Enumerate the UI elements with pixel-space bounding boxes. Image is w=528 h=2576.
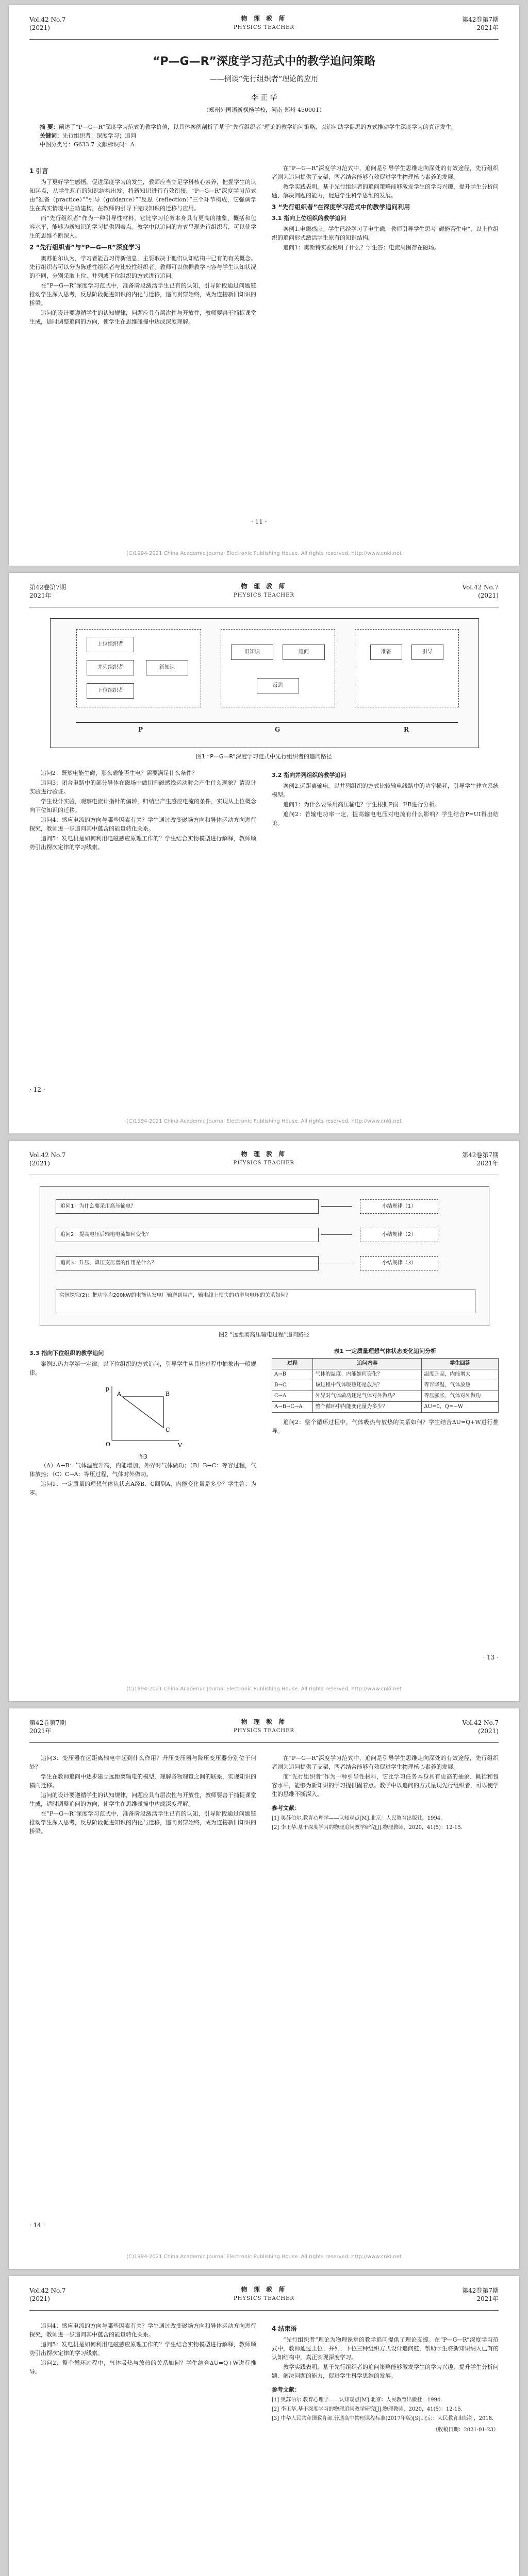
fig1-box: 追问 xyxy=(283,645,325,660)
paragraph: 追问2：既然电能生磁，那么磁能否生电？需要满足什么条件？ xyxy=(41,770,197,776)
reference-item: [2] 李正华.基于深度学习的物理追问教学研究[J].物理教师，2020，41(5)：12-15. xyxy=(272,1825,463,1831)
fig3-origin: O xyxy=(106,1441,111,1448)
header-journal-cn: 物 理 教 师 xyxy=(241,1150,287,1158)
table-row xyxy=(272,1391,499,1402)
paragraph: “先行组织者”理论为物理课堂的教学追问提供了理论支撑。在“P—G—R”深度学习范式中，教师通过上位、并列、下位三种组织方式设计追问链，帮助学生将新知识纳入已有的认知结构中，真正实现深度学习。 xyxy=(272,2336,499,2361)
table-1-caption: 表1 一定质量理想气体状态变化追问分析 xyxy=(334,1348,437,1354)
figure-3 xyxy=(102,1381,184,1448)
header-journal-cn: 物 理 教 师 xyxy=(241,1718,287,1725)
paragraph: 学生设计实验，观察电流计指针的偏转，归纳出产生感应电流的条件，实现从上位概念向下位知识的迁移。 xyxy=(29,798,256,814)
column-left xyxy=(29,769,256,853)
copyright-line: (C)1994-2021 China Academic Journal Electronic Publishing House. All rights reserved. http://www.cnki.net xyxy=(126,1118,402,1124)
fig2-arrow-line xyxy=(321,1206,352,1207)
column-right xyxy=(272,769,499,828)
header-year-cn: 2021年 xyxy=(29,592,52,599)
figure-2 xyxy=(40,1186,489,1326)
abstract-label: 摘 要： xyxy=(40,124,59,130)
paragraph: 学生在教师追问中逐步建立远距离输电的模型，理解各物理量之间的联系，实现知识的横向迁移。 xyxy=(29,1773,256,1789)
subsection-heading: 3.1 指向上位组织的教学追问 xyxy=(272,215,346,222)
table-cell: 整个循环中内能变化量为多少？ xyxy=(313,1402,422,1413)
paragraph: 追问1：奥斯特实验说明了什么？学生答：电流周围存在磁场。 xyxy=(283,244,440,251)
page-number: · 12 · xyxy=(29,1086,45,1093)
copyright-line: (C)1994-2021 China Academic Journal Electronic Publishing House. All rights reserved. http://www.cnki.net xyxy=(126,1686,402,1692)
table-row xyxy=(272,1380,499,1391)
table-cell: ΔU=0，Q=−W xyxy=(422,1402,499,1413)
table-cell: A→B→C→A xyxy=(272,1402,313,1413)
header-journal-en: PHYSICS TEACHER xyxy=(234,1728,294,1734)
references-label: 参考文献： xyxy=(272,1805,300,1811)
column-left xyxy=(29,1347,256,1498)
paragraph: 在“P—G—R”深度学习范式中，准备阶段激活学生已有的认知，引导阶段通过问题链推动学生深入思考，反思阶段促进知识的内化与迁移，追问贯穿始终，成为连接新旧知识的桥梁。 xyxy=(29,282,256,307)
column-right xyxy=(272,2321,499,2434)
table-cell: B→C xyxy=(272,1380,313,1391)
paragraph: 案例3.热力学第一定律。以下位组织的方式追问，引导学生从具体过程中抽象出一般规律。 xyxy=(29,1361,256,1376)
header-issue: 第42卷第7期 xyxy=(29,584,66,591)
header-vol: Vol.42 No.7 xyxy=(462,1719,499,1726)
paragraph: 追问2：若输电功率一定，提高输电电压对电流有什么影响？学生结合P=UI得出结论。 xyxy=(272,811,499,826)
paragraph: 追问3：闭合电路中的部分导体在磁场中做切割磁感线运动时会产生什么现象？请设计实验进行验证。 xyxy=(29,779,256,795)
reference-item: [2] 李正华.基于深度学习的物理追问教学研究[J].物理教师，2020，41(5)：12-15. xyxy=(272,2406,463,2412)
header-issue: 第42卷第7期 xyxy=(462,16,499,23)
table-cell: 气体的温度、内能如何变化？ xyxy=(313,1369,422,1380)
table-cell: 等压膨胀，气体对外做功 xyxy=(422,1391,499,1402)
table-header-cell: 追问内容 xyxy=(313,1359,422,1369)
page-1 xyxy=(9,5,519,566)
column-left xyxy=(29,1754,256,1837)
paragraph: 在“P—G—R”深度学习范式中，准备阶段激活学生已有的认知，引导阶段通过问题链推动学生深入思考，反思阶段促进知识的内化与迁移，追问贯穿始终，成为连接新旧知识的桥梁。 xyxy=(29,1810,256,1835)
header-journal-cn: 物 理 教 师 xyxy=(241,2286,287,2293)
column-right xyxy=(272,164,499,253)
header-year: (2021) xyxy=(29,24,50,31)
table-cell: 该过程中气体吸热还是放热？ xyxy=(313,1380,422,1391)
fig3-point-a: A xyxy=(117,1391,121,1397)
fig2-bottom-note: 实例探究(2)：把功率为200kW的电能从发电厂输送到用户，输电线上损失的功率与电压的关系如何？ xyxy=(56,1290,475,1313)
section-heading: 2 “先行组织者”与“P—G—R”深度学习 xyxy=(29,244,141,251)
page-2 xyxy=(9,573,519,1133)
header-journal-cn: 物 理 教 师 xyxy=(241,15,287,22)
paragraph: 奥苏伯尔认为，学习者能否习得新信息，主要取决于他们认知结构中已有的有关概念。先行组织者可以分为陈述性组织者与比较性组织者，教师可以依据教学内容与学生认知状况的不同，分别采取上位、并列或下位组织的方式进行追问。 xyxy=(29,255,256,279)
fig2-note: 小结规律（1） xyxy=(360,1199,438,1214)
paragraph: 追问5：发电机是如何利用电磁感应原理工作的？学生结合实物模型进行解释，教师顺势引出楞次定律的学习线索。 xyxy=(29,835,256,851)
page-3 xyxy=(9,1141,519,1701)
table-cell: A→B xyxy=(272,1369,313,1380)
paragraph: 在“P—G—R”深度学习范式中，追问是引导学生思维走向深处的有效途径，先行组织者则为追问提供了支架，两者结合能够有效促进学生物理核心素养的发展。 xyxy=(272,165,499,180)
page-header xyxy=(29,1150,499,1175)
paragraph: 追问3：变压器在远距离输电中起到什么作用？升压变压器与降压变压器分别位于何处？ xyxy=(29,1755,256,1770)
article-subtitle: ——例谈“先行组织者”理论的应用 xyxy=(209,75,319,83)
table-1-block xyxy=(272,1347,499,1436)
paragraph: 而“先行组织者”作为一种引导性材料，它比学习任务本身具有更高的抽象、概括和包容水平，能够为新知识的学习提供固着点。教学中以追问的方式呈现先行组织者，可以使学生的思维不断深入。 xyxy=(272,1773,499,1798)
page-number: · 13 · xyxy=(483,1654,499,1661)
header-year-cn: 2021年 xyxy=(476,24,499,31)
header-year: (2021) xyxy=(478,1727,499,1735)
figure-1-caption: 图1 “P—G—R”深度学习范式中先行组织者的追问路径 xyxy=(196,753,332,760)
article-author: 李 正 华 xyxy=(251,94,277,102)
column-right xyxy=(272,1754,499,1833)
page-5 xyxy=(9,2276,519,2576)
table-1 xyxy=(272,1358,499,1413)
section-heading: 1 引言 xyxy=(29,167,48,175)
header-vol: Vol.42 No.7 xyxy=(29,2287,66,2294)
reference-item: [1] 奥苏伯尔.教育心理学——认知观点[M].北京：人民教育出版社，1994. xyxy=(272,1816,442,1821)
page-number: · 14 · xyxy=(29,2222,45,2229)
fig2-note: 小结规律（3） xyxy=(360,1256,438,1270)
paragraph: 追问的设计要遵循学生的认知规律，问题应具有层次性与开放性，教师要善于捕捉课堂生成，适时调整追问的方向，使学生在思维碰撞中达成深度理解。 xyxy=(29,1792,256,1807)
fig2-row: 追问1：为什么要采用高压输电？ xyxy=(56,1199,319,1214)
header-vol: Vol.42 No.7 xyxy=(29,16,66,23)
header-issue: 第42卷第7期 xyxy=(462,1151,499,1159)
page-number: · 11 · xyxy=(251,518,267,526)
reference-item: [1] 奥苏伯尔.教育心理学——认知观点[M].北京：人民教育出版社，1994. xyxy=(272,2397,442,2403)
table-header-cell: 学生回答 xyxy=(422,1359,499,1369)
header-year: (2021) xyxy=(478,592,499,599)
header-vol: Vol.42 No.7 xyxy=(462,584,499,591)
header-journal-cn: 物 理 教 师 xyxy=(241,583,287,590)
fig1-base-line xyxy=(76,722,458,723)
fig1-box: 新知识 xyxy=(146,660,188,675)
header-issue: 第42卷第7期 xyxy=(29,1719,66,1726)
fig1-box: 下位组织者 xyxy=(87,683,134,699)
paragraph: 追问1：一定质量的理想气体从状态A经B、C回到A，内能变化量是多少？学生答：为零。 xyxy=(29,1481,256,1496)
fig1-label-g: G xyxy=(275,726,280,733)
header-journal-en: PHYSICS TEACHER xyxy=(234,2296,294,2301)
article-affiliation: （郑州外国语新枫杨学校，河南 郑州 450001） xyxy=(203,107,325,113)
page-4 xyxy=(9,1708,519,2269)
received-date: （收稿日期：2021-01-23） xyxy=(433,2427,499,2433)
abstract-block xyxy=(40,123,488,149)
page-header xyxy=(29,1718,499,1743)
paragraph: 追问1：为什么要采用高压输电？学生根据P损=I²R进行分析。 xyxy=(283,801,440,808)
abstract-text: 阐述了“P—G—R”深度学习范式的教学价值，以具体案例剖析了基于“先行组织者”理论的教学追问策略，以追问助学促思的方式推动学生深度学习的真正发生。 xyxy=(58,124,457,130)
table-cell: 温度升高，内能增大 xyxy=(422,1369,499,1380)
page-header xyxy=(29,582,499,607)
fig3-point-b: B xyxy=(166,1391,170,1397)
paragraph: 追问2：整个循环过程中，气体吸热与放热的关系如何？学生结合ΔU=Q+W进行推导。 xyxy=(29,2360,256,2375)
paragraph: 案例2.远距离输电。以并列组织的方式比较输电线路中的功率损耗，引导学生建立系统模型。 xyxy=(272,783,499,798)
table-row xyxy=(272,1369,499,1380)
classification: 中图分类号：G633.7 文献标识码：A xyxy=(40,141,135,148)
figure-1 xyxy=(50,618,479,748)
copyright-line: (C)1994-2021 China Academic Journal Electronic Publishing House. All rights reserved. http://www.cnki.net xyxy=(126,2254,402,2260)
paragraph: 追问4：感应电流的方向与哪些因素有关？学生通过改变磁场方向和导体运动方向进行探究，教师进一步追问其中蕴含的能量转化关系。 xyxy=(29,817,256,832)
subsection-heading: 3.2 指向并列组织的教学追问 xyxy=(272,772,346,778)
header-issue: 第42卷第7期 xyxy=(462,2287,499,2294)
paragraph: 案例1.电磁感应。学生已经学习了电生磁，教师引导学生思考“磁能否生电”，以上位组织的追问形式激活学生原有的知识结构。 xyxy=(272,226,499,241)
fig1-box: 反思 xyxy=(257,678,299,693)
header-year: (2021) xyxy=(29,1160,50,1167)
fig2-note: 小结规律（2） xyxy=(360,1228,438,1242)
fig2-arrow-line xyxy=(321,1234,352,1235)
figure-2-caption: 图2 “远距离高压输电过程”追问路径 xyxy=(219,1331,309,1338)
fig1-box: 上位组织者 xyxy=(87,637,134,652)
header-journal-en: PHYSICS TEACHER xyxy=(234,1160,294,1166)
paragraph: 追问2：整个循环过程中，气体吸热与放热的关系如何？学生结合ΔU=Q+W进行推导。 xyxy=(272,1419,499,1434)
keywords-text: 先行组织者；深度学习；追问 xyxy=(62,132,136,139)
fig3-axis-p: p xyxy=(106,1385,110,1392)
column-left xyxy=(29,164,256,327)
column-right-text xyxy=(272,1418,499,1435)
paragraph: 而“先行组织者”作为一种引导性材料，它比学习任务本身具有更高的抽象、概括和包容水平，能够为新知识的学习提供固着点。教学中以追问的方式呈现先行组织者，可以使学生的思维不断深入。 xyxy=(29,215,256,239)
table-header-row xyxy=(272,1359,499,1369)
table-cell: 等容降温，气体放热 xyxy=(422,1380,499,1391)
fig2-row: 追问3：升压、降压变压器的作用是什么？ xyxy=(56,1256,319,1270)
page-header xyxy=(29,14,499,40)
header-year-cn: 2021年 xyxy=(29,1727,52,1735)
fig1-box: 并列组织者 xyxy=(87,660,134,675)
header-year-cn: 2021年 xyxy=(476,1160,499,1167)
paragraph: 追问的设计要遵循学生的认知规律，问题应具有层次性与开放性，教师要善于捕捉课堂生成，适时调整追问的方向，使学生在思维碰撞中达成深度理解。 xyxy=(29,310,256,325)
paragraph: 教学实践表明，基于先行组织者的追问策略能够激发学生的学习兴趣，提升学生分析问题、解决问题的能力，促进学生科学思维的发展。 xyxy=(272,183,499,199)
paragraph: 在“P—G—R”深度学习范式中，追问是引导学生思维走向深处的有效途径，先行组织者则为追问提供了支架，两者结合能够有效促进学生物理核心素养的发展。 xyxy=(272,1755,499,1770)
fig1-box: 引导 xyxy=(411,645,443,660)
table-row xyxy=(272,1402,499,1413)
paragraph: （A）A→B：气体温度升高，内能增加，外界对气体做功；（B）B→C：等容过程，气体放热；（C）C→A：等压过程，气体对外做功。 xyxy=(29,1462,256,1478)
header-journal-en: PHYSICS TEACHER xyxy=(234,25,294,30)
fig1-box: 旧知识 xyxy=(231,645,273,660)
header-vol: Vol.42 No.7 xyxy=(29,1151,66,1159)
paragraph: 追问4：感应电流的方向与哪些因素有关？学生通过改变磁场方向和导体运动方向进行探究，教师进一步追问其中蕴含的能量转化关系。 xyxy=(29,2323,256,2338)
fig1-group-mid xyxy=(221,629,335,707)
fig1-label-r: R xyxy=(404,726,409,733)
table-header-cell: 过程 xyxy=(272,1359,313,1369)
references-label: 参考文献： xyxy=(272,2386,300,2393)
fig1-group-right xyxy=(355,629,459,707)
fig2-row: 追问2：提高电压后输电电流如何变化？ xyxy=(56,1228,319,1242)
keywords-label: 关键词： xyxy=(40,132,62,139)
section-heading: 3 “先行组织者”在深度学习范式中的教学追问利用 xyxy=(272,204,410,211)
table-cell: C→A xyxy=(272,1391,313,1402)
section-heading: 4 结束语 xyxy=(272,2325,297,2332)
fig3-point-c: C xyxy=(166,1427,170,1433)
fig3-axis-v: V xyxy=(178,1442,182,1448)
fig1-label-p: P xyxy=(138,726,143,733)
table-cell: 外界对气体做功还是气体对外做功？ xyxy=(313,1391,422,1402)
paragraph: 教学实践表明，基于先行组织者的追问策略能够激发学生的学习兴趣，提升学生分析问题、解决问题的能力，促进学生科学思维的发展。 xyxy=(272,2364,499,2379)
header-year: (2021) xyxy=(29,2295,50,2302)
copyright-line: (C)1994-2021 China Academic Journal Electronic Publishing House. All rights reserved. http://www.cnki.net xyxy=(126,551,402,556)
page-header xyxy=(29,2285,499,2311)
header-journal-en: PHYSICS TEACHER xyxy=(234,592,294,598)
fig1-box: 准备 xyxy=(370,645,402,660)
reference-item: [3] 中华人民共和国教育部.普通高中物理课程标准(2017年版)[S].北京：人民教育出版社，2018. xyxy=(272,2416,494,2421)
paragraph: 追问5：发电机是如何利用电磁感应原理工作的？学生结合实物模型进行解释，教师顺势引出楞次定律的学习线索。 xyxy=(29,2341,256,2357)
paragraph: 为了更好学生感悟，促进深度学习的发生，教师应当立足学科核心素养，把握学生的认知起点，从学生现有的知识结构出发，将新知识进行有效衔接。“P—G—R”深度学习范式由“准备（practice）”“引导（guidance）”“反思（reflection）”三个环节构成，它强调学生在真实情境中主动建构，在教师的引导下完成知识的迁移与应用。 xyxy=(29,179,256,212)
article-title: “P—G—R”深度学习范式中的教学追问策略 xyxy=(152,55,376,68)
header-year-cn: 2021年 xyxy=(476,2295,499,2302)
subsection-heading: 3.3 指向下位组织的教学追问 xyxy=(29,1350,104,1357)
figure-3-caption: 图3 xyxy=(138,1453,147,1460)
column-left xyxy=(29,2321,256,2377)
